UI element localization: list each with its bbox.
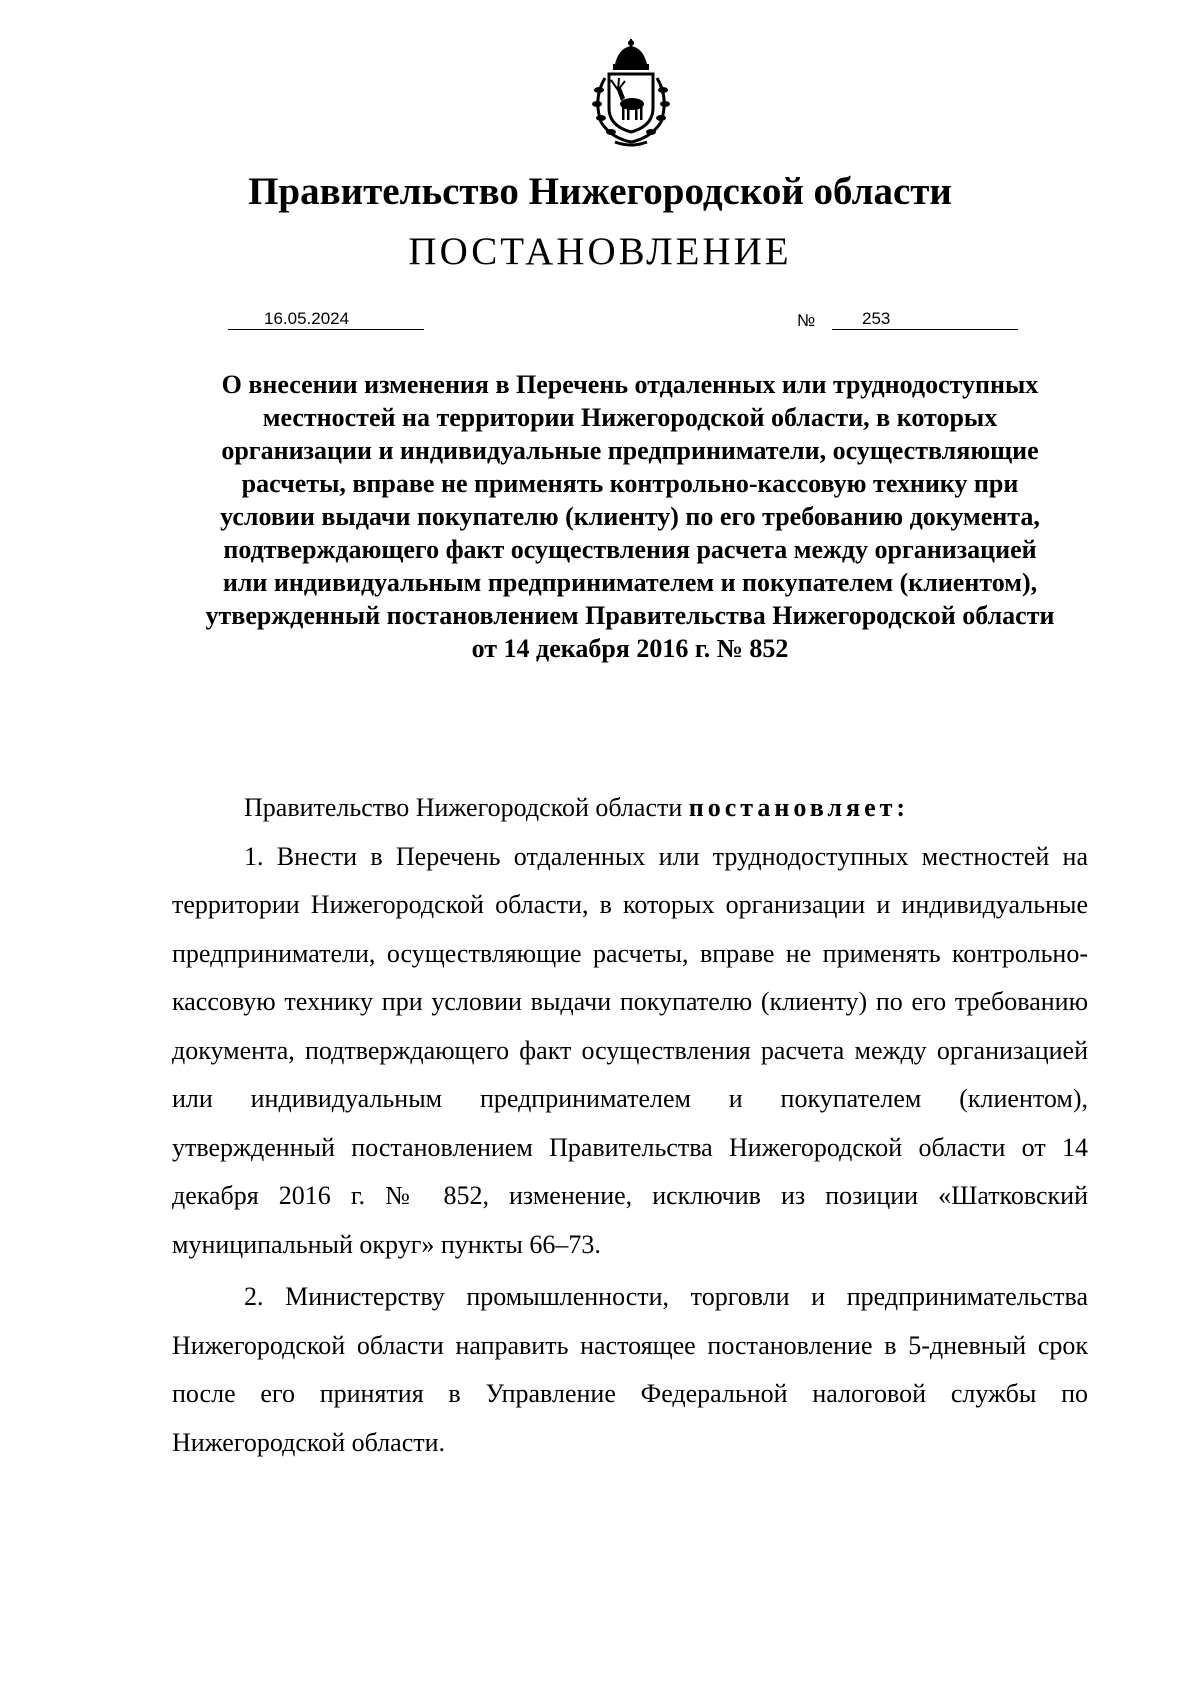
document-subject: О внесении изменения в Перечень отдаленных или труднодоступных местностей на территории Нижегородской области, в которых организации и индивидуальные предприниматели, осуществляющие расчеты, вправе не применять контрольно-кассовую технику при условии выдачи покупателю (клиенту) по его требованию документа, подтверждающего факт осуществления расчета между организацией или индивидуальным предпринимателем и покупателем (клиентом), утвержденный постановлением Правительства Нижегородской области от 14 декабря 2016 г. № 852: [205, 370, 1055, 663]
coat-of-arms-icon: [575, 38, 687, 150]
date-field: [228, 300, 424, 330]
paragraph-1: 1. Внести в Перечень отдаленных или труднодоступных местностей на территории Нижегородской области, в которых организации и индивидуальные предприниматели, осуществляющие расчеты, вправе не применять контрольно-кассовую технику при условии выдачи покупателю (клиенту) по его требованию документа, подтверждающего факт осуществления расчета между организацией или индивидуальным предпринимателем и покупателем (клиентом), утвержденный постановлением Правительства Нижегородской области от 14 декабря 2016 г. № 852, изменение, исключив из позиции «Шатковский муниципальный округ» пункты 66–73.: [172, 841, 1088, 1259]
number-sign: №: [797, 311, 816, 330]
preamble-subject: Правительство Нижегородской области: [244, 793, 689, 822]
document-type: ПОСТАНОВЛЕНИЕ: [408, 230, 792, 273]
date-value: 16.05.2024: [264, 309, 350, 328]
paragraph-2: 2. Министерству промышленности, торговли и предпринимательства Нижегородской области направить настоящее постановление в 5-дневный срок после его принятия в Управление Федеральной налоговой службы по Нижегородской области.: [172, 1282, 1088, 1457]
preamble-verb: постановляет:: [688, 793, 910, 822]
document-body: [172, 784, 1088, 1467]
number-value: 253: [862, 309, 891, 328]
preamble: [172, 784, 1088, 833]
number-field: [832, 300, 1018, 330]
government-title: Правительство Нижегородской области: [248, 170, 952, 213]
